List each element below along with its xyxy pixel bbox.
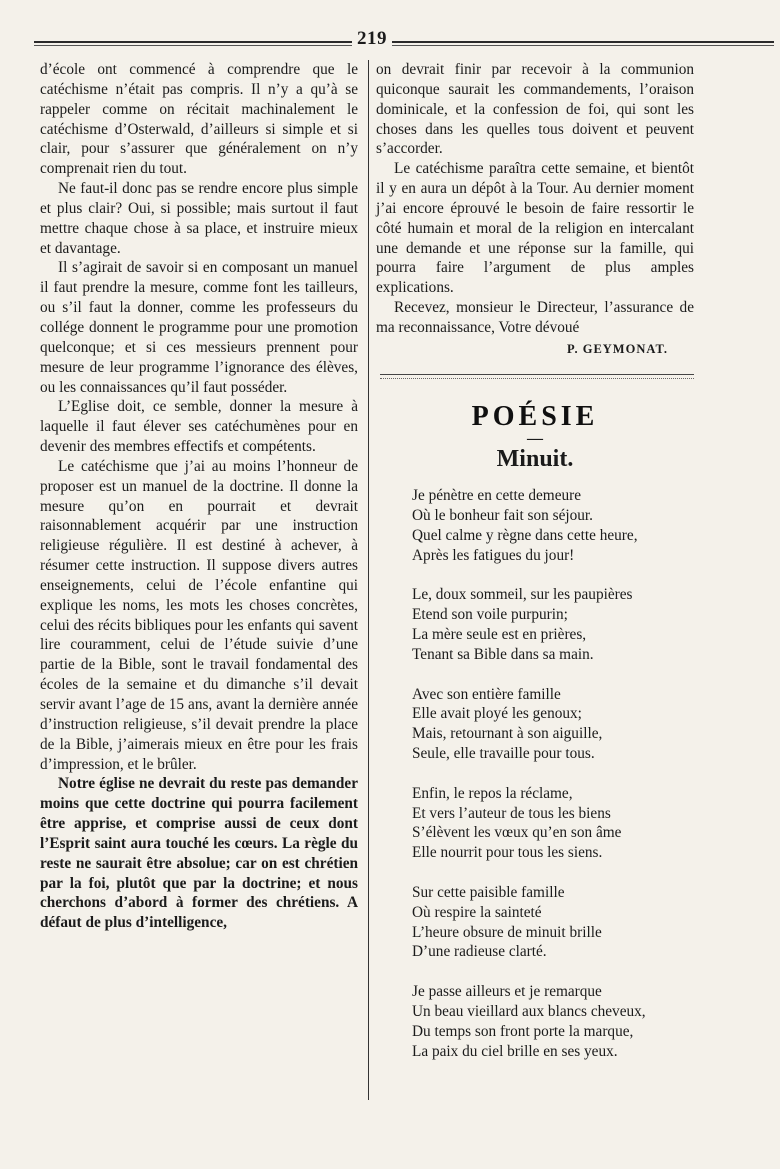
verse-line: Mais, retournant à son aiguille, (412, 725, 603, 743)
header-rule (34, 41, 774, 43)
verse-line: Tenant sa Bible dans sa main. (412, 645, 594, 663)
paragraph: Recevez, monsieur le Directeur, l’assurance de ma reconnaissance, Votre dévoué (376, 299, 694, 336)
stanza (394, 982, 694, 1061)
stanza (394, 486, 694, 565)
paragraph: d’école ont commencé à comprendre que le catéchisme n’était pas compris. Il n’y a qu’à se rappeler comme on récitait machinalement le catéchisme d’Osterwald, d’ailleurs si simple et si clair, pour s’assurer que généralement on n’y comprenait rien du tout. (40, 61, 358, 178)
verse-line: Quel calme y règne dans cette heure, (412, 526, 638, 544)
verse-line: Elle avait ployé les genoux; (412, 705, 582, 723)
right-column (376, 60, 694, 1081)
left-column (40, 60, 358, 933)
verse-line: Elle nourrit pour tous les siens. (412, 844, 603, 862)
paragraph: Notre église ne devrait du reste pas demander moins que cette doctrine qui pourra facilement être apprise, et comprise aussi de ceux dont l’Esprit saint aura touché les cœurs. La règle du reste ne saurait être absolue; car on est chrétien par la foi, plutôt que par la doctrine; et nous cherchons d’abord à former des chrétiens. A défaut de plus d’intelligence, (40, 775, 358, 932)
stanza (394, 585, 694, 664)
paragraph: Il s’agirait de savoir si en composant un manuel il faut prendre la mesure, comme font les tailleurs, ou s’il faut la donner, comme les professeurs du collége donnent le programme pour une promotion quelconque; et si ces messieurs prennent pour mesure de leur programme l’ignorance des élèves, ou les connaissances qu’il faut posséder. (40, 259, 358, 396)
verse-line: La paix du ciel brille en ses yeux. (412, 1042, 618, 1060)
paragraph: Ne faut-il donc pas se rendre encore plus simple et plus clair? Oui, si possible; mais surtout il faut mettre chaque chose à sa place, et instruire mieux et davantage. (40, 180, 358, 257)
column-divider (368, 60, 369, 1100)
verse-line: Seule, elle travaille pour tous. (412, 744, 595, 762)
paragraph: L’Eglise doit, ce semble, donner la mesure à laquelle il faut élever ses catéchumènes pour en devenir des membres effectifs et compétents. (40, 398, 358, 456)
verse-line: Enfin, le repos la réclame, (412, 784, 573, 802)
verse-line: Où respire la sainteté (412, 903, 542, 921)
paragraph: on devrait finir par recevoir à la communion quiconque saurait les commandements, l’oraison dominicale, et la confession de foi, qui sont les choses dans les quelles tous doivent et peuvent s’accorder. (376, 61, 694, 158)
verse-line: Après les fatigues du jour! (412, 546, 575, 564)
title-dash: — (527, 429, 543, 447)
verse-line: Le, doux sommeil, sur les paupières (412, 586, 633, 604)
verse-line: Etend son voile purpurin; (412, 606, 568, 624)
poem (376, 486, 694, 1061)
verse-line: Je passe ailleurs et je remarque (412, 983, 602, 1001)
stanza (394, 685, 694, 764)
verse-line: Où le bonheur fait son séjour. (412, 506, 593, 524)
verse-line: Un beau vieillard aux blancs cheveux, (412, 1002, 646, 1020)
verse-line: Du temps son front porte la marque, (412, 1022, 634, 1040)
verse-line: Je pénètre en cette demeure (412, 487, 582, 505)
paragraph: Le catéchisme que j’ai au moins l’honneur de proposer est un manuel de la doctrine. Il donne la mesure qu’on en pourrait et devrait raisonnablement acquérir par une instruction religieuse régulière. Il est destiné à achever, à résumer cette instruction. Il suppose divers autres enseignements, celui de l’école enfantine qui explique les noms, les mots les choses concrètes, celui des récits bibliques pour les enfants qui savent lire couramment, celui de l’étude suivie d’une partie de la Bible, sont le travail fondamental des écoles de la semaine et du dimanche s’il devait servir avant l’age de 15 ans, avant la dernière année d’instruction religieuse, s’il devait prendre la place de la Bible, j’aimerais mieux en être pour les frais d’impression, et le brûler. (40, 457, 358, 773)
verse-line: Et vers l’auteur de tous les biens (412, 804, 611, 822)
stanza (394, 883, 694, 962)
header-rule-thin (34, 45, 774, 46)
section-title: POÉSIE (471, 400, 599, 432)
verse-line: D’une radieuse clarté. (412, 943, 547, 961)
poem-title: Minuit. (496, 446, 574, 473)
verse-line: Avec son entière famille (412, 685, 561, 703)
verse-line: La mère seule est en prières, (412, 625, 587, 643)
verse-line: Sur cette paisible famille (412, 883, 565, 901)
section-rule (380, 378, 694, 379)
section-rule (380, 374, 694, 375)
stanza (394, 784, 694, 863)
verse-line: S’élèvent les vœux qu’en son âme (412, 824, 622, 842)
verse-line: L’heure obsure de minuit brille (412, 923, 602, 941)
page-number: 219 (352, 28, 392, 50)
paragraph: Le catéchisme paraîtra cette semaine, et bientôt il y en aura un dépôt à la Tour. Au dernier moment j’ai encore éprouvé le besoin de faire ressortir le côté humain et moral de la religion en intercalant une demande et une réponse sur la famille, qui pourra faire l’argument de plus amples explications. (376, 160, 694, 297)
letter-signature: P. GEYMONAT. (566, 341, 668, 356)
